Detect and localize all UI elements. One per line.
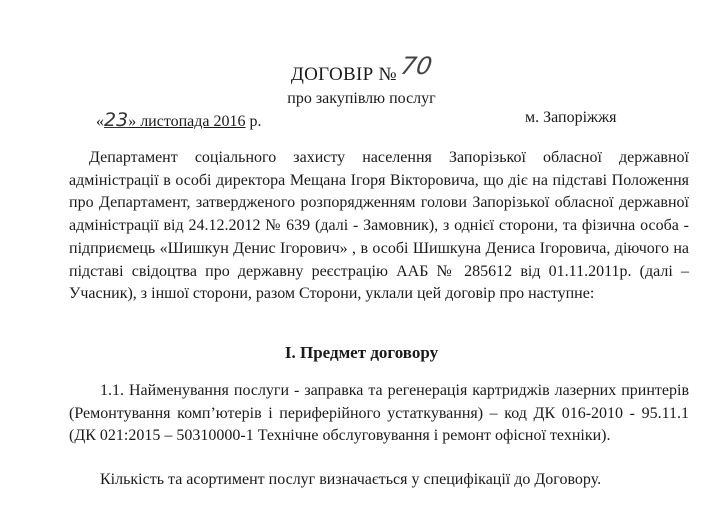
document-title [0,52,723,86]
title-text: ДОГОВІР № [290,64,397,85]
section-heading: І. Предмет договору [284,343,439,362]
intro-paragraph: Департамент соціального захисту населення Запорізької обласної державної адміністрації в особі директора Мещана Ігоря Вікторовича, що діє на підставі Положення про Департамент, затвердженого розпорядженням голови Запорізької обласної державної адміністрації від 24.12.2012 № 639 (далі - Замовник), з однієї сторони, та фізична особа - підприємець «Шишкун Денис Ігорович» , в особі Шишкуна Дениса Ігоровича, діючого на підставі свідоцтва про державну реєстрацію ААБ № 285612 від 01.11.2011р. (далі – Учасник), з іншої сторони, разом Сторони, уклали цей договір про наступне: [69,149,689,303]
contract-number-handwritten: 70 [398,52,435,80]
date-month-year: » листопада 2016 [128,113,246,130]
contract-city: м. Запоріжжя [525,109,617,126]
contract-date: «23» листопада 2016 р. [96,109,262,131]
quantity-note: Кількість та асортимент послуг визначається у специфікації до Договору. [100,471,602,488]
day-handwritten: 23 [104,109,129,131]
clause-1-1: 1.1. Найменування послуги - заправка та регенерація картриджів лазерних принтерів (Ремонтування комп’ютерів і периферійного устаткування) – код ДК 016-2010 - 95.11.1 (ДК 021:2015 – 50310000-1 Технічне обслуговування і ремонт офісної техніки). [69,382,689,445]
date-year-suffix: р. [249,113,262,130]
document-subtitle: про закупівлю послуг [287,90,436,107]
